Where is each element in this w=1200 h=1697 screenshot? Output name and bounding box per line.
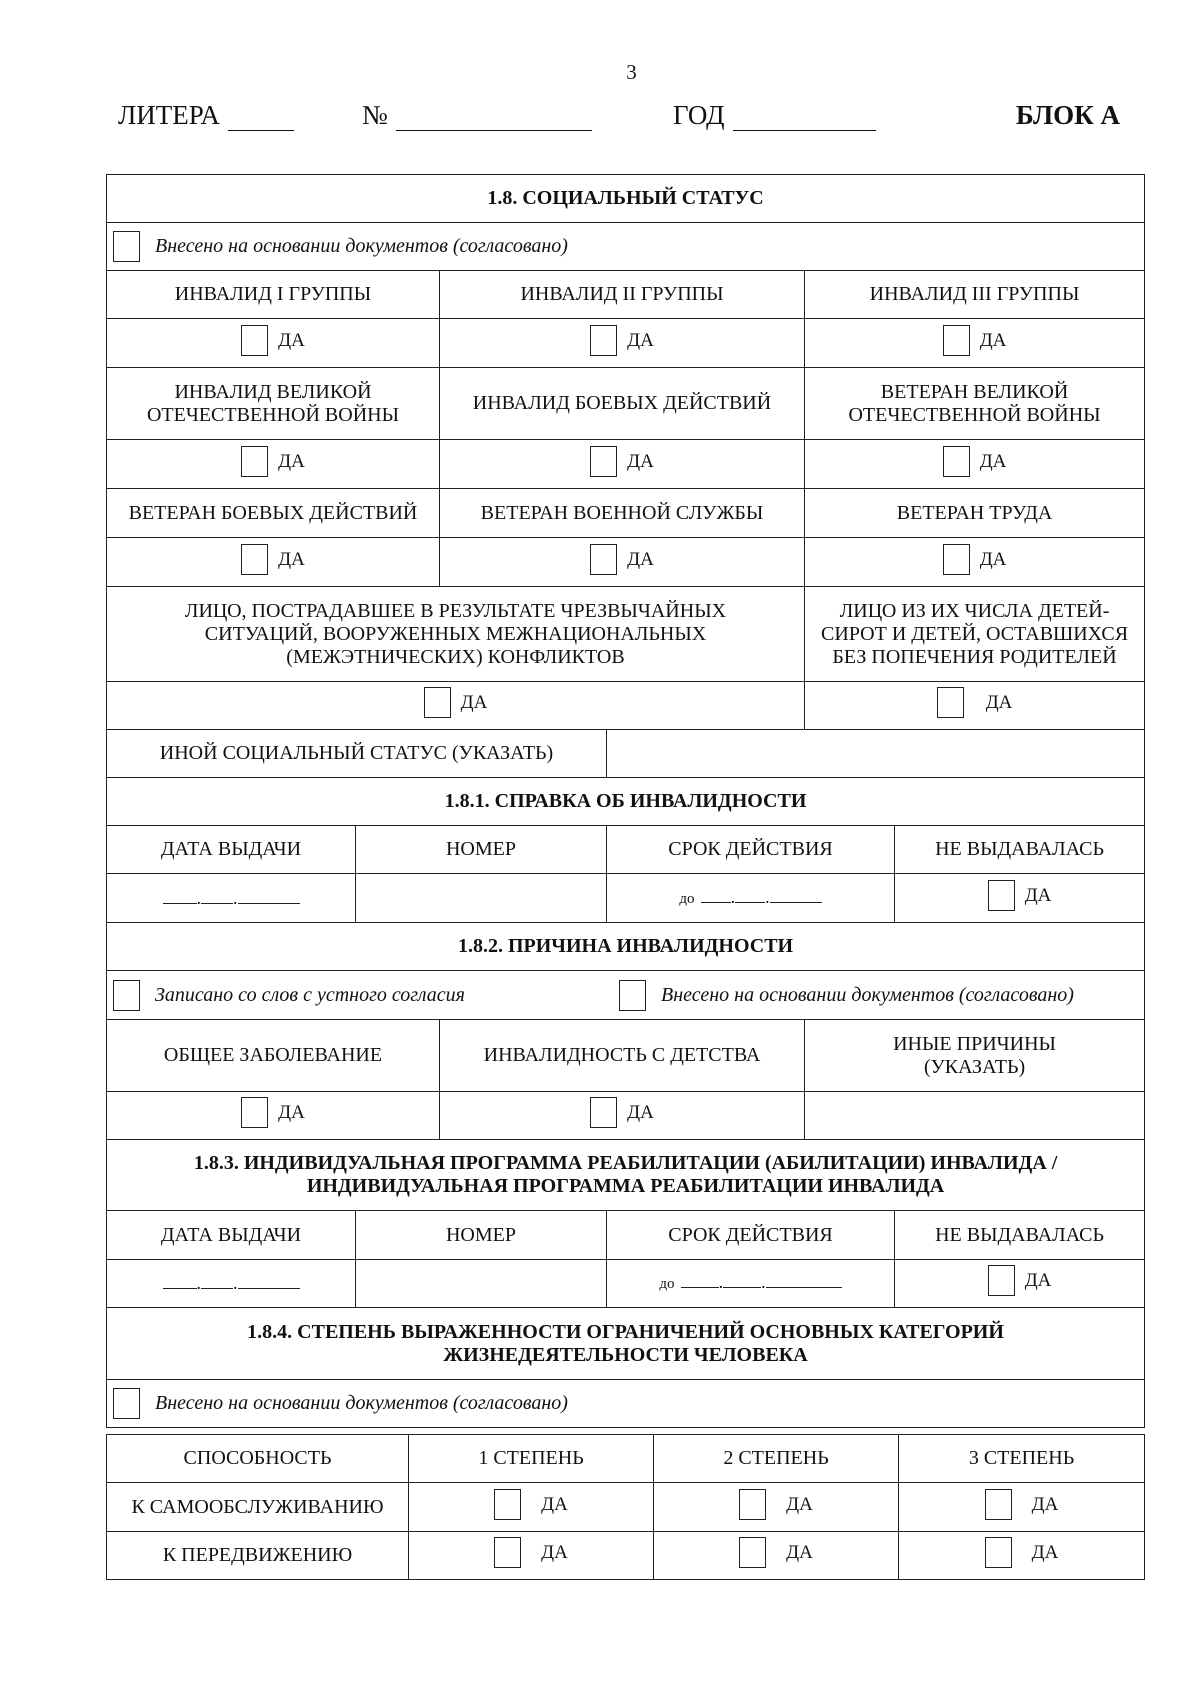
checkbox-disabled-group-3[interactable] xyxy=(943,325,970,356)
checkbox-general-disease[interactable] xyxy=(241,1097,268,1128)
checkbox-disabled-combat[interactable] xyxy=(590,446,617,477)
until-label: до xyxy=(659,1276,675,1292)
litera-label: ЛИТЕРА xyxy=(118,100,220,130)
s182-documents-checkbox[interactable] xyxy=(619,980,646,1011)
s184-col-degree-2: 2 СТЕПЕНЬ xyxy=(654,1435,899,1483)
yes-label: ДА xyxy=(627,548,654,570)
checkbox-disabled-wwii[interactable] xyxy=(241,446,268,477)
s182-verbal-consent-label: Записано со слов с устного согласия xyxy=(155,983,465,1006)
label-emergency-victim: ЛИЦО, ПОСТРАДАВШЕЕ В РЕЗУЛЬТАТЕ ЧРЕЗВЫЧАЙНЫХ СИТУАЦИЙ, ВООРУЖЕННЫХ МЕЖНАЦИОНАЛЬНЫХ (МЕЖЭТНИЧЕСКИХ) КОНФЛИКТОВ xyxy=(107,587,805,682)
label-disabled-wwii: ИНВАЛИД ВЕЛИКОЙ ОТЕЧЕСТВЕННОЙ ВОЙНЫ xyxy=(107,368,440,440)
section-1-8-2-title: 1.8.2. ПРИЧИНА ИНВАЛИДНОСТИ xyxy=(107,923,1145,971)
s183-col-not-issued: НЕ ВЫДАВАЛАСЬ xyxy=(895,1211,1145,1260)
s183-validity-input[interactable]: до . . xyxy=(607,1260,895,1308)
yes-label: ДА xyxy=(278,329,305,351)
year-label: ГОД xyxy=(673,100,725,130)
yes-label: ДА xyxy=(786,1542,813,1563)
label-general-disease: ОБЩЕЕ ЗАБОЛЕВАНИЕ xyxy=(107,1020,440,1092)
yes-label: ДА xyxy=(979,329,1007,351)
s181-col-validity: СРОК ДЕЙСТВИЯ xyxy=(607,826,895,874)
form-header xyxy=(118,100,1120,140)
checkbox-self-care-degree-1[interactable] xyxy=(494,1489,521,1520)
year-field xyxy=(673,100,876,131)
s182-source-row xyxy=(107,971,1145,1020)
number-input-line[interactable] xyxy=(396,104,592,131)
yes-label: ДА xyxy=(786,1493,813,1515)
checkbox-movement-degree-1[interactable] xyxy=(494,1537,521,1568)
s183-number-input[interactable] xyxy=(356,1260,607,1308)
yes-label: ДА xyxy=(627,329,654,351)
label-other-social-status: ИНОЙ СОЦИАЛЬНЫЙ СТАТУС (УКАЗАТЬ) xyxy=(107,730,607,778)
s181-col-not-issued: НЕ ВЫДАВАЛАСЬ xyxy=(895,826,1145,874)
s184-row-self-care: К САМООБСЛУЖИВАНИЮ xyxy=(107,1483,409,1532)
s184-documents-label: Внесено на основании документов (согласовано) xyxy=(155,1392,568,1414)
s184-row-movement: К ПЕРЕДВИЖЕНИЮ xyxy=(107,1532,409,1580)
s184-col-ability: СПОСОБНОСТЬ xyxy=(107,1435,409,1483)
label-disabled-combat: ИНВАЛИД БОЕВЫХ ДЕЙСТВИЙ xyxy=(440,368,805,440)
checkbox-self-care-degree-2[interactable] xyxy=(739,1489,766,1520)
yes-label: ДА xyxy=(627,1102,654,1123)
yes-label: ДА xyxy=(1024,884,1052,906)
label-disabled-since-childhood: ИНВАЛИДНОСТЬ С ДЕТСТВА xyxy=(440,1020,805,1092)
yes-label: ДА xyxy=(460,692,488,713)
s183-col-validity: СРОК ДЕЙСТВИЯ xyxy=(607,1211,895,1260)
checkbox-veteran-labor[interactable] xyxy=(943,544,970,575)
checkbox-movement-degree-3[interactable] xyxy=(985,1537,1012,1568)
until-label: до xyxy=(679,890,695,907)
label-disabled-group-2: ИНВАЛИД II ГРУППЫ xyxy=(440,271,805,319)
label-veteran-labor: ВЕТЕРАН ТРУДА xyxy=(805,489,1145,538)
s183-not-issued-checkbox[interactable] xyxy=(988,1265,1015,1296)
label-veteran-wwii: ВЕТЕРАН ВЕЛИКОЙ ОТЕЧЕСТВЕННОЙ ВОЙНЫ xyxy=(805,368,1145,440)
s18-documents-checkbox[interactable] xyxy=(113,231,140,262)
s183-col-number: НОМЕР xyxy=(356,1211,607,1260)
yes-label: ДА xyxy=(979,450,1007,472)
checkbox-emergency-victim[interactable] xyxy=(424,687,451,718)
checkbox-veteran-wwii[interactable] xyxy=(943,446,970,477)
label-disabled-group-1: ИНВАЛИД I ГРУППЫ xyxy=(107,271,440,319)
input-other-causes[interactable] xyxy=(805,1092,1145,1140)
section-1-8-3-title: 1.8.3. ИНДИВИДУАЛЬНАЯ ПРОГРАММА РЕАБИЛИТАЦИИ (АБИЛИТАЦИИ) ИНВАЛИДА / ИНДИВИДУАЛЬНАЯ ПРОГРАММА РЕАБИЛИТАЦИИ ИНВАЛИДА xyxy=(107,1140,1145,1211)
page-number: 3 xyxy=(626,60,637,84)
yes-label: ДА xyxy=(278,450,305,472)
s18-documents-row xyxy=(107,223,1145,271)
checkbox-veteran-combat[interactable] xyxy=(241,544,268,575)
s183-issue-date-input[interactable]: . . xyxy=(107,1260,356,1308)
yes-label: ДА xyxy=(278,548,305,570)
s182-documents-label: Внесено на основании документов (согласовано) xyxy=(661,983,1074,1006)
label-veteran-combat: ВЕТЕРАН БОЕВЫХ ДЕЙСТВИЙ xyxy=(107,489,440,538)
label-other-causes: ИНЫЕ ПРИЧИНЫ (УКАЗАТЬ) xyxy=(805,1020,1145,1092)
section-1-8-1-title: 1.8.1. СПРАВКА ОБ ИНВАЛИДНОСТИ xyxy=(107,778,1145,826)
yes-label: ДА xyxy=(979,548,1007,570)
checkbox-orphans[interactable] xyxy=(937,687,964,718)
section-1-8-4-title: 1.8.4. СТЕПЕНЬ ВЫРАЖЕННОСТИ ОГРАНИЧЕНИЙ ОСНОВНЫХ КАТЕГОРИЙ ЖИЗНЕДЕЯТЕЛЬНОСТИ ЧЕЛОВЕКА xyxy=(107,1308,1145,1380)
s181-validity-input[interactable]: до . . xyxy=(607,874,895,923)
yes-label: ДА xyxy=(627,450,654,472)
s181-not-issued-checkbox[interactable] xyxy=(988,880,1015,911)
year-input-line[interactable] xyxy=(733,104,876,131)
checkbox-disabled-since-childhood[interactable] xyxy=(590,1097,617,1128)
checkbox-movement-degree-2[interactable] xyxy=(739,1537,766,1568)
s181-issue-date-input[interactable]: . . xyxy=(107,874,356,923)
yes-label: ДА xyxy=(1024,1270,1052,1291)
s181-number-input[interactable] xyxy=(356,874,607,923)
label-orphans: ЛИЦО ИЗ ИХ ЧИСЛА ДЕТЕЙ-СИРОТ И ДЕТЕЙ, ОСТАВШИХСЯ БЕЗ ПОПЕЧЕНИЯ РОДИТЕЛЕЙ xyxy=(805,587,1145,682)
yes-label: ДА xyxy=(541,1493,568,1515)
input-other-social-status[interactable] xyxy=(607,730,1145,778)
yes-label: ДА xyxy=(541,1542,568,1563)
yes-label: ДА xyxy=(278,1102,305,1123)
yes-label: ДА xyxy=(1031,1493,1059,1515)
checkbox-self-care-degree-3[interactable] xyxy=(985,1489,1012,1520)
litera-field xyxy=(118,100,294,131)
yes-label: ДА xyxy=(1031,1542,1059,1563)
s184-documents-row xyxy=(107,1380,1145,1428)
limitations-table xyxy=(106,1434,1145,1580)
s181-col-number: НОМЕР xyxy=(356,826,607,874)
block-label: БЛОК А xyxy=(1015,100,1120,130)
s184-col-degree-1: 1 СТЕПЕНЬ xyxy=(409,1435,654,1483)
s184-documents-checkbox[interactable] xyxy=(113,1388,140,1419)
litera-input-line[interactable] xyxy=(228,104,294,131)
s182-verbal-consent-checkbox[interactable] xyxy=(113,980,140,1011)
number-field xyxy=(362,100,592,131)
s183-col-issue-date: ДАТА ВЫДАЧИ xyxy=(107,1211,356,1260)
s18-documents-label: Внесено на основании документов (согласовано) xyxy=(155,235,568,257)
s184-col-degree-3: 3 СТЕПЕНЬ xyxy=(899,1435,1145,1483)
social-status-form xyxy=(106,174,1145,1428)
yes-label: ДА xyxy=(985,692,1013,713)
label-disabled-group-3: ИНВАЛИД III ГРУППЫ xyxy=(805,271,1145,319)
number-label: № xyxy=(362,100,388,130)
checkbox-disabled-group-2[interactable] xyxy=(590,325,617,356)
section-1-8-title: 1.8. СОЦИАЛЬНЫЙ СТАТУС xyxy=(107,175,1145,223)
checkbox-veteran-military[interactable] xyxy=(590,544,617,575)
s181-col-issue-date: ДАТА ВЫДАЧИ xyxy=(107,826,356,874)
checkbox-disabled-group-1[interactable] xyxy=(241,325,268,356)
label-veteran-military: ВЕТЕРАН ВОЕННОЙ СЛУЖБЫ xyxy=(440,489,805,538)
